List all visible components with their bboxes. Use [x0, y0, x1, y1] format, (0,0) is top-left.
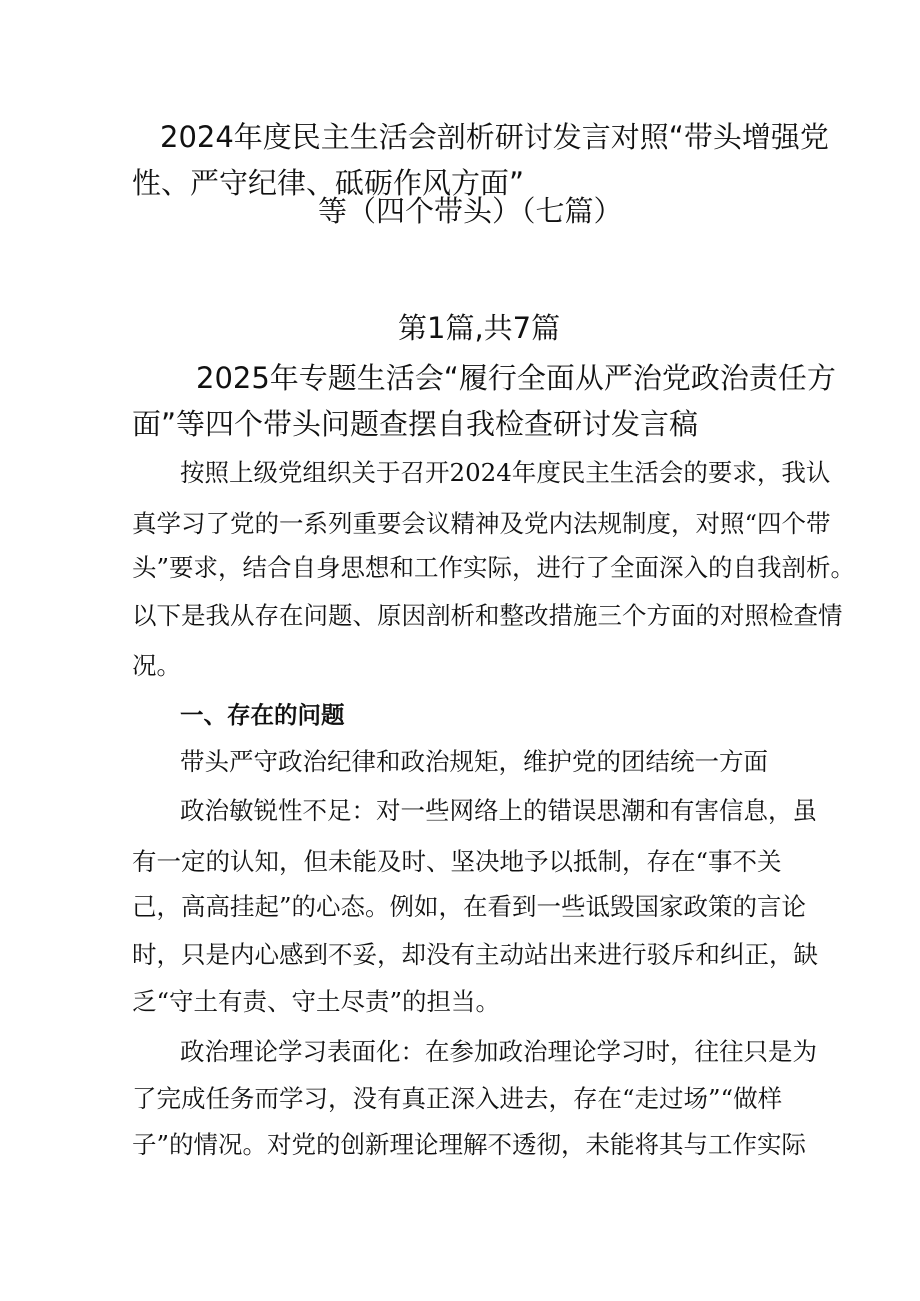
paragraph-line: 时，只是内心感到不妥，却没有主动站出来进行驳斥和纠正，缺 [132, 940, 818, 969]
section-title: 一、存在的问题 [180, 701, 345, 729]
paragraph-line: 己，高高挂起”的心态。例如，在看到一些诋毁国家政策的言论 [132, 892, 807, 921]
intro-line: 以下是我从存在问题、原因剖析和整改措施三个方面的对照检查情 [132, 601, 843, 630]
intro-line: 头”要求，结合自身思想和工作实际，进行了全面深入的自我剖析。 [132, 553, 856, 582]
intro-line: 按照上级党组织关于召开2024年度民主生活会的要求，我认 [180, 458, 831, 487]
subsection-title: 带头严守政治纪律和政治规矩，维护党的团结统一方面 [180, 747, 768, 776]
part-label: 第1篇,共7篇 [398, 311, 561, 345]
paragraph-line: 政治敏锐性不足：对一些网络上的错误思潮和有害信息，虽 [180, 796, 817, 825]
article-title-line-2: 面”等四个带头问题查摆自我检查研讨发言稿 [132, 407, 699, 441]
document-title-line-1: 2024年度民主生活会剖析研讨发言对照“带头增强党 [160, 120, 829, 154]
article-title-line-1: 2025年专题生活会“履行全面从严治党政治责任方 [196, 361, 836, 395]
document-title-line-2: 性、严守纪律、砥砺作风方面” [132, 166, 525, 200]
paragraph-line: 有一定的认知，但未能及时、坚决地予以抵制，存在“事不关 [132, 847, 782, 876]
intro-line: 况。 [132, 651, 181, 680]
paragraph-line: 政治理论学习表面化：在参加政治理论学习时，往往只是为 [180, 1037, 817, 1066]
intro-line: 真学习了党的一系列重要会议精神及党内法规制度，对照“四个带 [132, 509, 831, 538]
paragraph-line: 乏“守土有责、守土尽责”的担当。 [132, 987, 501, 1016]
paragraph-line: 子”的情况。对党的创新理论理解不透彻，未能将其与工作实际 [132, 1130, 807, 1159]
paragraph-line: 了完成任务而学习，没有真正深入进去，存在“走过场”“做样 [132, 1084, 783, 1113]
document-title-line-3: 等（四个带头）（七篇） [318, 194, 623, 228]
